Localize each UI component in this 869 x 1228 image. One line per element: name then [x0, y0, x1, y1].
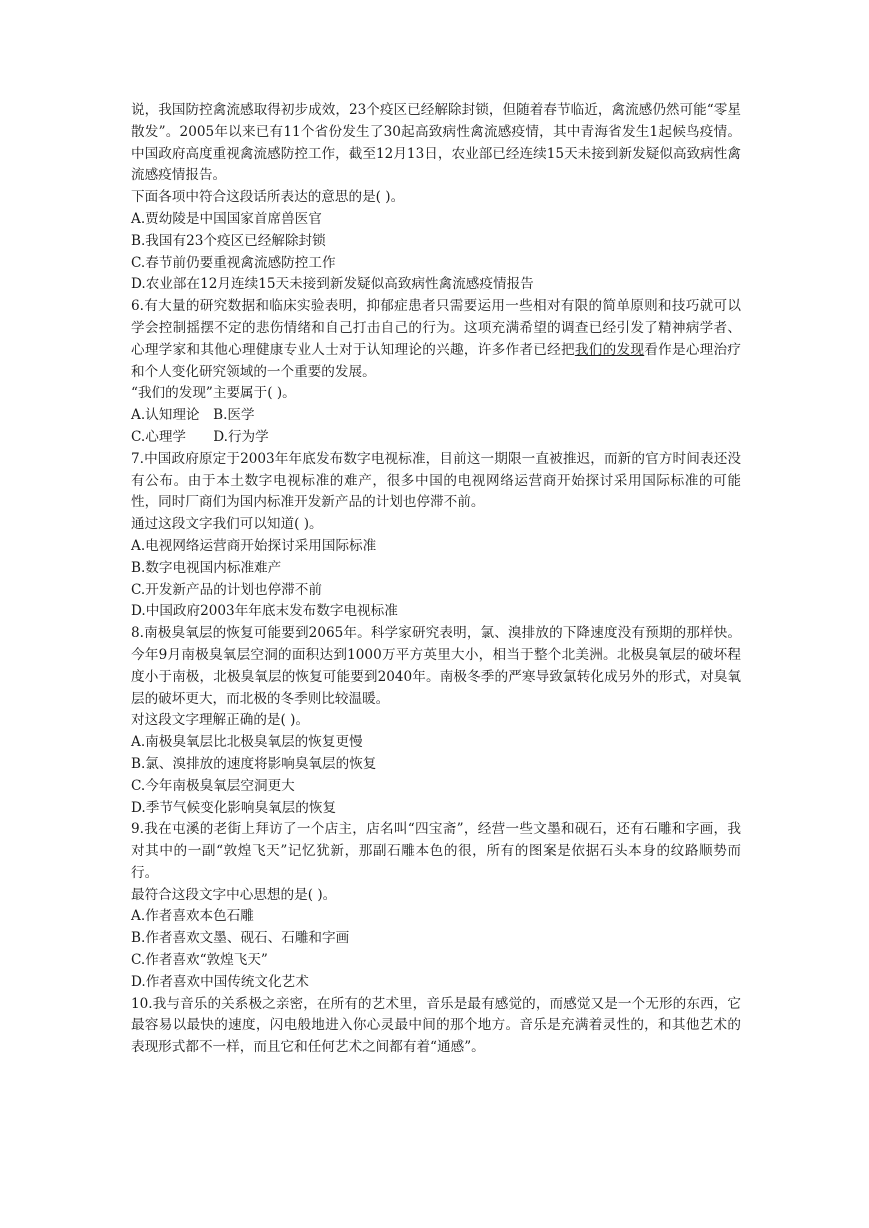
question-5-option-d: D.农业部在12月连续15天未接到新发疑似高致病性禽流感疫情报告	[131, 276, 534, 293]
question-7-stem: 通过这段文字我们可以知道( )。	[131, 516, 323, 533]
question-6-options-cd: C.心理学 D.行为学	[131, 428, 269, 445]
document-body	[131, 100, 741, 1059]
question-9-option-c: C.作者喜欢“敦煌飞天”	[131, 952, 268, 969]
passage-6-text-end: 看作是心理治疗和个人变化研究领域的一个重要的发展。	[131, 341, 742, 380]
question-8-option-a: A.南极臭氧层比北极臭氧层的恢复更慢	[131, 734, 363, 751]
question-5-option-a: A.贾幼陵是中国国家首席兽医官	[131, 210, 322, 227]
question-5-option-b: B.我国有23个疫区已经解除封锁	[131, 232, 326, 249]
question-9-stem: 最符合这段文字中心思想的是( )。	[131, 886, 337, 903]
passage-5-end: 说，我国防控禽流感取得初步成效，23个疫区已经解除封锁，但随着春节临近，禽流感仍然可能“零星散发”。2005年以来已有11个省份发生了30起高致病性禽流感疫情，其中青海省发生1起候鸟疫情。中国政府高度重视禽流感防控工作，截至12月13日，农业部已经连续15天未接到新发疑似高致病性禽流感疫情报告。	[131, 102, 741, 184]
question-8-option-c: C.今年南极臭氧层空洞更大	[131, 777, 295, 794]
passage-6-text: 6.有大量的研究数据和临床实验表明，抑郁症患者只需要运用一些相对有限的简单原则和技巧就可以学会控制摇摆不定的悲伤情绪和自己打击自己的行为。这项充满希望的调查已经引发了精神病学者、心理学家和其他心理健康专业人士对于认知理论的兴趣，许多作者已经把	[131, 298, 741, 358]
passage-10: 10.我与音乐的关系极之亲密，在所有的艺术里，音乐是最有感觉的，而感觉又是一个无形的东西，它最容易以最快的速度，闪电般地进入你心灵最中间的那个地方。音乐是充满着灵性的，和其他艺术的表现形式都不一样，而且它和任何艺术之间都有着“通感”。	[131, 995, 741, 1056]
question-7-option-b: B.数字电视国内标准难产	[131, 559, 282, 576]
passage-8: 8.南极臭氧层的恢复可能要到2065年。科学家研究表明，氯、溴排放的下降速度没有预期的那样快。今年9月南极臭氧层空洞的面积达到1000万平方英里大小，相当于整个北美洲。北极臭氧层的破坏程度小于南极，北极臭氧层的恢复可能要到2040年。南极冬季的严寒导致氯转化成另外的形式，对臭氧层的破坏更大，而北极的冬季则比较温暖。	[131, 625, 741, 707]
question-9-option-a: A.作者喜欢本色石雕	[131, 908, 254, 925]
question-6-options-ab: A.认知理论 B.医学	[131, 407, 255, 424]
question-7-option-a: A.电视网络运营商开始探讨采用国际标准	[131, 537, 377, 554]
passage-6	[131, 296, 741, 383]
question-5-stem: 下面各项中符合这段话所表达的意思的是( )。	[131, 189, 405, 206]
question-7-option-d: D.中国政府2003年年底末发布数字电视标准	[131, 603, 398, 620]
question-7-option-c: C.开发新产品的计划也停滞不前	[131, 581, 322, 598]
question-5-option-c: C.春节前仍要重视禽流感防控工作	[131, 254, 336, 271]
question-8-option-d: D.季节气候变化影响臭氧层的恢复	[131, 799, 337, 816]
question-9-option-b: B.作者喜欢文墨、砚石、石雕和字画	[131, 930, 350, 947]
passage-7: 7.中国政府原定于2003年年底发布数字电视标准，目前这一期限一直被推迟，而新的官方时间表还没有公布。由于本土数字电视标准的难产，很多中国的电视网络运营商开始探讨采用国际标准的可能性，同时厂商们为国内标准开发新产品的计划也停滞不前。	[131, 450, 741, 511]
passage-6-underlined: 我们的发现	[574, 341, 645, 358]
question-6-stem: “我们的发现”主要属于( )。	[131, 385, 296, 402]
passage-9: 9.我在屯溪的老街上拜访了一个店主，店名叫“四宝斋”，经营一些文墨和砚石，还有石雕和字画，我对其中的一副“敦煌飞天”记忆犹新，那副石雕本色的很，所有的图案是依据石头本身的纹路顺势而行。	[131, 821, 741, 881]
question-8-option-b: B.氯、溴排放的速度将影响臭氧层的恢复	[131, 755, 377, 772]
question-8-stem: 对这段文字理解正确的是( )。	[131, 712, 310, 729]
question-9-option-d: D.作者喜欢中国传统文化艺术	[131, 973, 309, 990]
